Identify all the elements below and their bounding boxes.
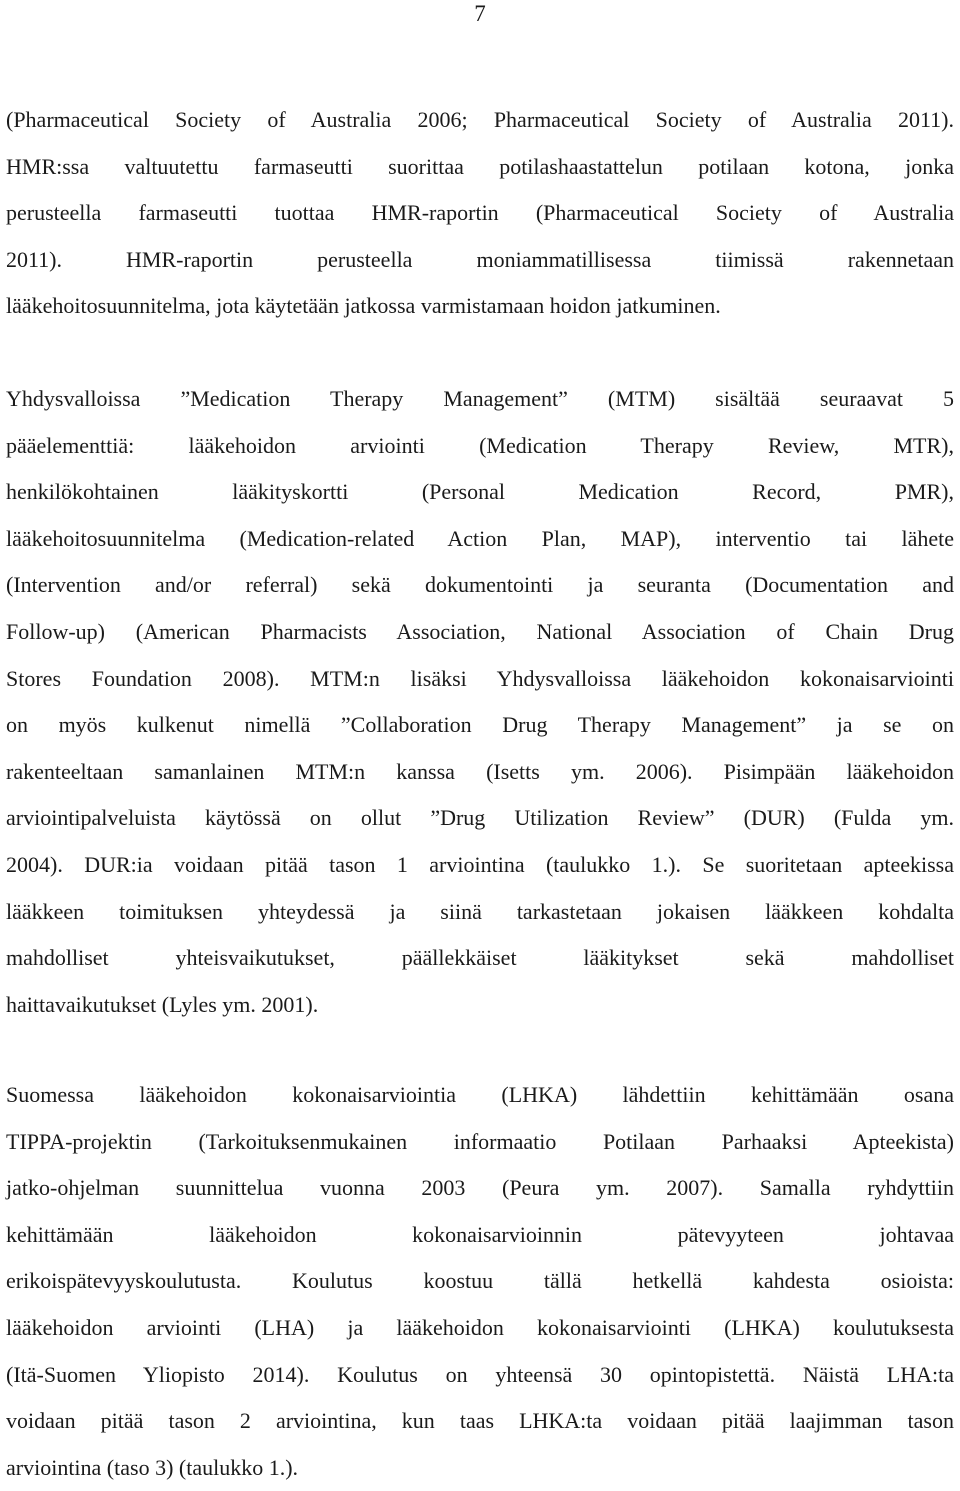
paragraph-lhka — [6, 1072, 954, 1491]
text-line: voidaan pitää tason 2 arviointina, kun taas LHKA:ta voidaan pitää laajimman tason — [6, 1408, 954, 1434]
text-line: (Pharmaceutical Society of Australia 2006; Pharmaceutical Society of Australia 2011). — [6, 107, 954, 132]
text-line: kehittämään lääkehoidon kokonaisarvioinnin pätevyyteen johtavaa — [6, 1221, 954, 1247]
text-line: erikoispätevyyskoulutusta. Koulutus koostuu tällä hetkellä kahdesta osioista: — [6, 1268, 954, 1294]
text-line: arviointipalveluista käytössä on ollut ”Drug Utilization Review” (DUR) (Fulda ym. — [6, 805, 954, 831]
text-line: Stores Foundation 2008). MTM:n lisäksi Yhdysvalloissa lääkehoidon kokonaisarviointi — [6, 665, 954, 691]
text-line: lääkehoidon arviointi (LHA) ja lääkehoidon kokonaisarviointi (LHKA) koulutuksesta — [6, 1314, 954, 1340]
paragraph-pharmaceutical-society — [6, 97, 954, 330]
text-line: perusteella farmaseutti tuottaa HMR-raportin (Pharmaceutical Society of Australia — [6, 200, 954, 226]
text-line: (Intervention and/or referral) sekä dokumentointi ja seuranta (Documentation and — [6, 572, 954, 598]
text-line: lääkkeen toimituksen yhteydessä ja siinä tarkastetaan jokaisen lääkkeen kohdalta — [6, 898, 954, 924]
text-line: haittavaikutukset (Lyles ym. 2001). — [6, 991, 319, 1017]
text-line: 2004). DUR:ia voidaan pitää tason 1 arviointina (taulukko 1.). Se suoritetaan apteekissa — [6, 851, 954, 877]
text-line: jatko-ohjelman suunnittelua vuonna 2003 (Peura ym. 2007). Samalla ryhdyttiin — [6, 1175, 954, 1201]
text-line: (Itä-Suomen Yliopisto 2014). Koulutus on yhteensä 30 opintopistettä. Näistä LHA:ta — [6, 1361, 954, 1387]
text-line: Suomessa lääkehoidon kokonaisarviointia (LHKA) lähdettiin kehittämään osana — [6, 1082, 954, 1107]
text-line: henkilökohtainen lääkityskortti (Personal Medication Record, PMR), — [6, 479, 954, 505]
text-line: Yhdysvalloissa ”Medication Therapy Management” (MTM) sisältää seuraavat 5 — [6, 386, 954, 411]
text-line: Follow-up) (American Pharmacists Association, National Association of Chain Drug — [6, 618, 954, 644]
text-line: pääelementtiä: lääkehoidon arviointi (Medication Therapy Review, MTR), — [6, 432, 954, 458]
text-line: TIPPA-projektin (Tarkoituksenmukainen informaatio Potilaan Parhaaksi Apteekista) — [6, 1128, 954, 1154]
text-line: lääkehoitosuunnitelma (Medication-related Action Plan, MAP), interventio tai lähete — [6, 525, 954, 551]
text-line: lääkehoitosuunnitelma, jota käytetään jatkossa varmistamaan hoidon jatkuminen. — [6, 293, 721, 319]
paragraph-mtm — [6, 376, 954, 1028]
text-line: mahdolliset yhteisvaikutukset, päällekkäiset lääkitykset sekä mahdolliset — [6, 945, 954, 971]
text-line: on myös kulkenut nimellä ”Collaboration Drug Therapy Management” ja se on — [6, 712, 954, 738]
text-line: rakenteeltaan samanlainen MTM:n kanssa (Isetts ym. 2006). Pisimpään lääkehoidon — [6, 758, 954, 784]
page-number: 7 — [474, 1, 486, 26]
text-line: 2011). HMR-raportin perusteella moniammatillisessa tiimissä rakennetaan — [6, 246, 954, 272]
text-line: arviointina (taso 3) (taulukko 1.). — [6, 1454, 299, 1480]
text-line: HMR:ssa valtuutettu farmaseutti suorittaa potilashaastattelun potilaan kotona, jonka — [6, 153, 954, 179]
